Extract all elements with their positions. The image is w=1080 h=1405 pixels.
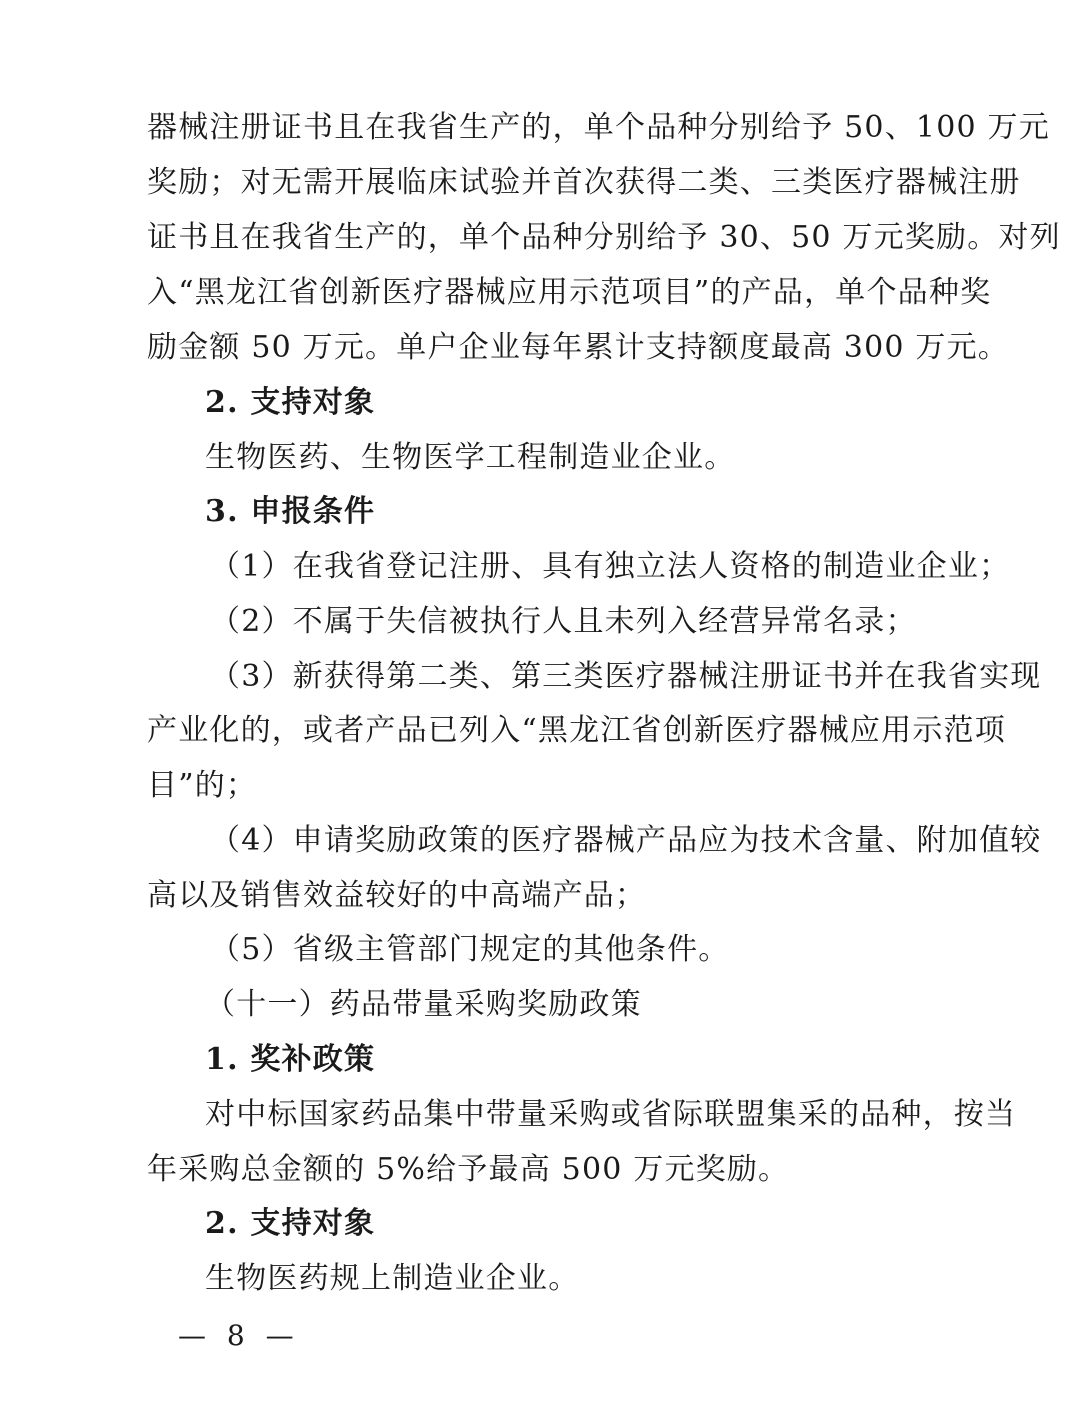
condition-3-line-1: （3）新获得第二类、第三类医疗器械注册证书并在我省实现: [210, 659, 1042, 694]
condition-5: （5）省级主管部门规定的其他条件。: [210, 932, 730, 967]
condition-3-line-3: 目”的；: [147, 768, 258, 803]
body-line-4: 入“黑龙江省创新医疗器械应用示范项目”的产品，单个品种奖: [147, 275, 992, 310]
page-number: — 8 —: [178, 1319, 300, 1352]
condition-2: （2）不属于失信被执行人且未列入经营异常名录；: [210, 604, 917, 639]
support-target-text: 生物医药、生物医学工程制造业企业。: [205, 440, 736, 475]
heading-support-target: 2. 支持对象: [205, 385, 376, 420]
condition-4-line-1: （4）申请奖励政策的医疗器械产品应为技术含量、附加值较: [210, 823, 1042, 858]
body-line-3: 证书且在我省生产的，单个品种分别给予 30、50 万元奖励。对列: [147, 220, 1061, 255]
heading-support-target-2: 2. 支持对象: [205, 1206, 376, 1241]
body-line-2: 奖励；对无需开展临床试验并首次获得二类、三类医疗器械注册: [147, 165, 1021, 200]
condition-3-line-2: 产业化的，或者产品已列入“黑龙江省创新医疗器械应用示范项: [147, 713, 1006, 748]
support-target-text-2: 生物医药规上制造业企业。: [205, 1261, 580, 1296]
heading-application-conditions: 3. 申报条件: [205, 494, 376, 529]
policy-line-2: 年采购总金额的 5%给予最高 500 万元奖励。: [147, 1152, 790, 1187]
body-line-1: 器械注册证书且在我省生产的，单个品种分别给予 50、100 万元: [147, 110, 1050, 145]
heading-reward-policy: 1. 奖补政策: [205, 1042, 376, 1077]
policy-line-1: 对中标国家药品集中带量采购或省际联盟集采的品种，按当: [205, 1097, 1017, 1132]
condition-4-line-2: 高以及销售效益较好的中高端产品；: [147, 878, 647, 913]
body-line-5: 励金额 50 万元。单户企业每年累计支持额度最高 300 万元。: [147, 330, 1009, 365]
condition-1: （1）在我省登记注册、具有独立法人资格的制造业企业；: [210, 549, 1011, 584]
section-heading-11: （十一）药品带量采购奖励政策: [205, 987, 642, 1022]
